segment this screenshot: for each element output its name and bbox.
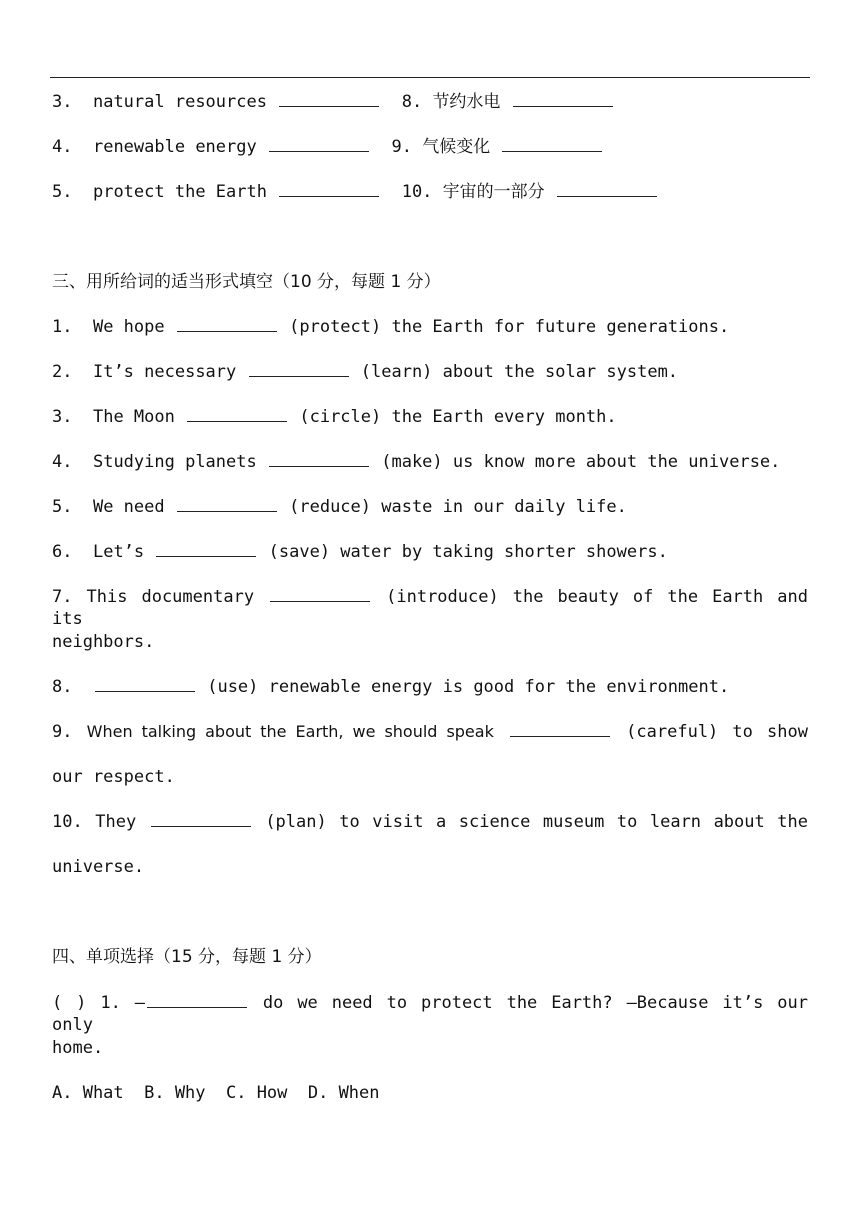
answer-blank[interactable] [249,362,349,377]
fill-item: 3. The Moon (circle) the Earth every month. [52,407,617,427]
fill-item: 7. This documentary (introduce) the beauty of the Earth and its [52,587,808,629]
fill-item: 5. We need (reduce) waste in our daily life. [52,497,627,517]
vocab-row: 5. protect the Earth 10. 宇宙的一部分 [52,181,659,203]
vocab-row: 3. natural resources 8. 节约水电 [52,91,615,113]
answer-blank[interactable] [151,812,251,827]
fill-item-continuation: neighbors. [52,632,155,652]
answer-blank[interactable] [279,182,379,197]
section-4-heading: 四、单项选择（15 分，每题 1 分） [52,947,322,967]
answer-blank[interactable] [269,452,369,467]
fill-item: 9. When talking about the Earth, we should speak (careful) to show [52,722,808,742]
answer-blank[interactable] [177,497,277,512]
fill-item: 1. We hope (protect) the Earth for future generations. [52,317,730,337]
fill-item-continuation: our respect. [52,767,175,787]
answer-blank[interactable] [510,722,610,737]
top-divider [50,77,810,78]
answer-blank[interactable] [279,92,379,107]
fill-item-continuation: universe. [52,857,145,877]
answer-blank[interactable] [95,677,195,692]
answer-blank[interactable] [156,542,256,557]
answer-blank[interactable] [147,993,247,1008]
fill-item: 4. Studying planets (make) us know more about the universe. [52,452,781,472]
answer-blank[interactable] [187,407,287,422]
section-3-heading: 三、用所给词的适当形式填空（10 分，每题 1 分） [52,272,441,292]
fill-item: 6. Let’s (save) water by taking shorter showers. [52,542,668,562]
fill-item: 2. It’s necessary (learn) about the solar system. [52,362,679,382]
answer-blank[interactable] [269,137,369,152]
fill-item: 10. They (plan) to visit a science museum to learn about the [52,812,808,832]
fill-item: 8. (use) renewable energy is good for the environment. [52,677,730,697]
answer-blank[interactable] [502,137,602,152]
choice-options: A. What B. Why C. How D. When [52,1083,380,1103]
answer-blank[interactable] [557,182,657,197]
vocab-row: 4. renewable energy 9. 气候变化 [52,136,604,158]
answer-blank[interactable] [177,317,277,332]
answer-blank[interactable] [513,92,613,107]
choice-question-continuation: home. [52,1038,104,1058]
answer-blank[interactable] [270,587,370,602]
choice-question: ( ) 1. — do we need to protect the Earth? —Because it’s our only [52,993,808,1035]
